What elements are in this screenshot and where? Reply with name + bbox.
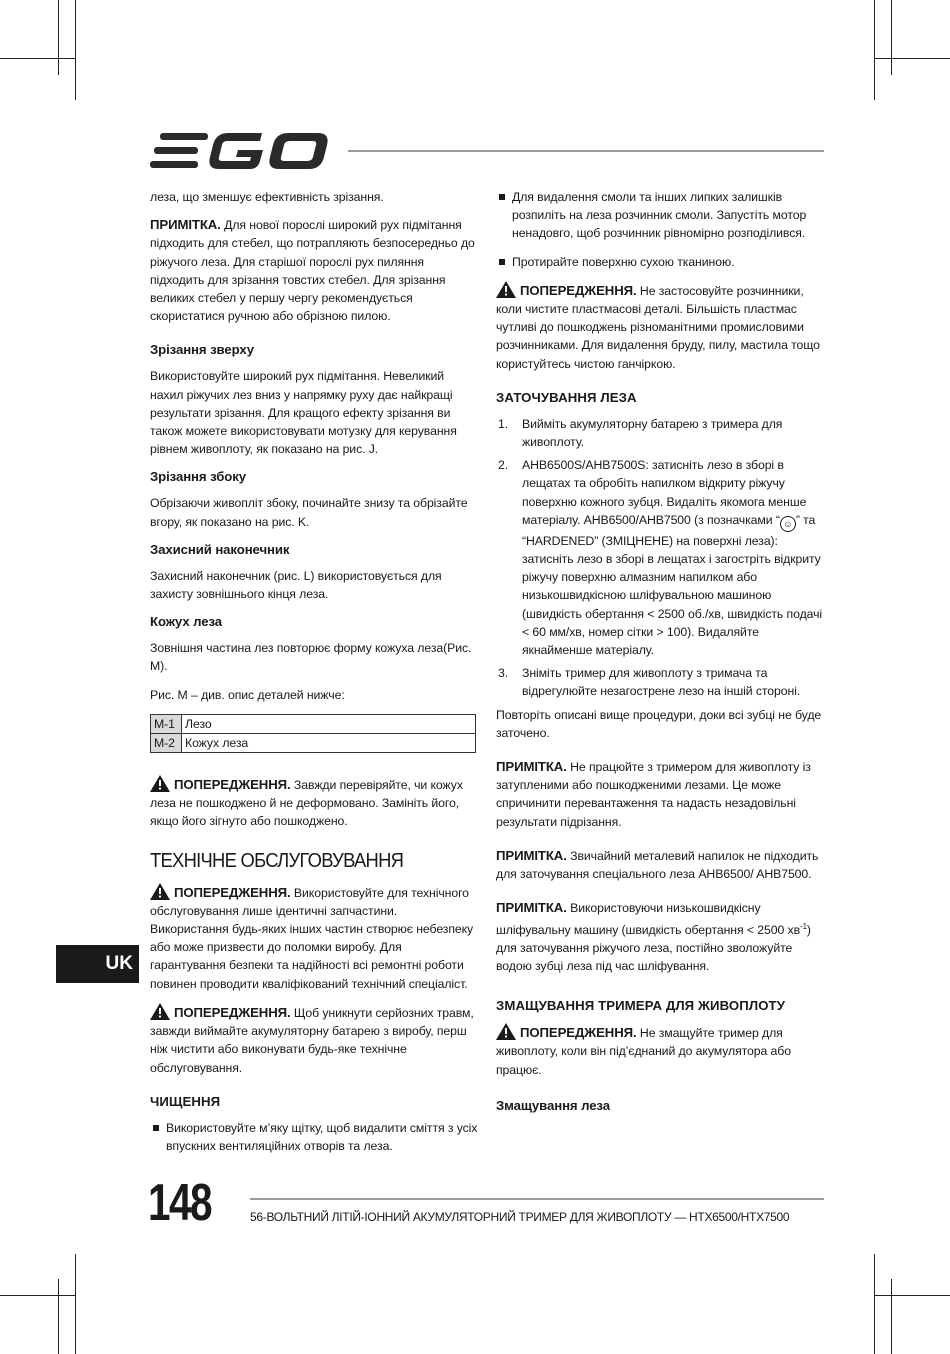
list-item: Для видалення смоли та інших липких залишків розпиліть на леза розчинник смоли. Запустіть мотор ненадовго, щоб розчинник рівномірно розподілився. [496,188,826,243]
subheading-tip-guard: Захисний наконечник [150,541,290,557]
paragraph-side-cut: Обрізаючи живопліт збоку, починайте знизу та обрізайте вгору, як показано на рис. K. [150,496,468,529]
warning-block [150,775,478,831]
subheading-blade-cover: Кожух леза [150,614,223,630]
paragraph-repeat: Повторіть описані вище процедури, доки всі зубці не буде заточено. [496,707,822,740]
hardened-symbol-icon: ☺ [780,516,796,532]
warning-block [150,883,478,993]
language-tab: UK [56,945,139,983]
footer-title: 56-ВОЛЬТНИЙ ЛІТІЙ-ІОННИЙ АКУМУЛЯТОРНИЙ ТРИМЕР ДЛЯ ЖИВОПЛОТУ — HTX6500/HTX7500 [250,1210,790,1224]
intro-text: леза, що зменшує ефективність зрізання. [150,190,384,204]
step-text: AHB6500S/AHB7500S: затисніть лезо в зборі в лещатах та обробіть напилком відкриту ріжучу поверхню кожного зубця. Видаліть якомога менше матеріалу. AHB6500/AHB7500 (з позначками “ [522,458,807,527]
subheading-top-cut: Зрізання зверху [150,342,255,358]
right-column [496,188,826,1123]
warning-icon [496,1023,516,1040]
cleaning-list-continued [496,188,826,271]
subheading-sharpening: ЗАТОЧУВАННЯ ЛЕЗА [496,389,637,405]
part-name: Кожух леза [182,733,476,752]
warning-label: ПОПЕРЕДЖЕННЯ. [174,884,291,900]
note-block [496,899,826,975]
subheading-lubrication: ЗМАЩУВАННЯ ТРИМЕРА ДЛЯ ЖИВОПЛОТУ [496,998,786,1014]
header-rule [348,150,824,152]
note-text: ) для заточування ріжучого леза, постійно зволожуйте водою зубці леза під час шліфування. [496,922,811,973]
sharpening-steps [496,415,826,701]
warning-icon [150,775,170,792]
paragraph-blade-cover: Зовнішня частина лез повторює форму кожуха леза(Рис. M). [150,641,472,674]
note-label: ПРИМІТКА. [150,217,221,233]
note-block [496,847,826,883]
parts-table [150,714,476,753]
note-label: ПРИМІТКА. [496,759,567,775]
list-item [496,664,826,700]
list-item: Використовуйте м’яку щітку, щоб видалити сміття з усіх впускних вентиляційних отворів та леза. [150,1119,478,1155]
warning-label: ПОПЕРЕДЖЕННЯ. [174,1004,291,1020]
list-item [496,456,826,659]
subheading-cleaning: ЧИЩЕННЯ [150,1093,221,1109]
step-number: 1. [498,416,509,431]
step-text: Вийміть акумуляторну батарею з тримера для живоплоту. [522,416,783,450]
superscript: -1 [800,921,807,931]
warning-label: ПОПЕРЕДЖЕННЯ. [174,776,291,792]
note-label: ПРИМІТКА. [496,847,567,863]
figure-reference: Рис. M – див. опис деталей нижче: [150,687,345,702]
warning-text: Використовуйте для технічного обслуговування лише ідентичні запчастини. Використання будь-яких інших частин створює небезпеку або може призвести до поломки виробу. Для гарантування безпеки та надійності всі ремонтні роботи повинен проводити кваліфікований технічний спеціаліст. [150,885,474,991]
step-number: 2. [498,458,509,473]
note-text: Для нової порослі широкий рух підмітання підходить для стебел, що потрапляють безпосередньо до ріжучого леза. Для старішої порослі рух пиляння підходить для зрізання товстих стебел. Для зрізання великих стебел у першу чергу рекомендується скористатися ручною або обрізною пилою. [150,218,475,324]
note-block [150,216,478,325]
warning-block [150,1003,478,1077]
list-item [496,415,826,451]
step-text: ” та “HARDENED” (ЗМІЦНЕНЕ) на поверхні леза): затисніть лезо в зборі в лещатах і загостріть відкриту ріжучу поверхню алмазним напилком або низькошвидкісною шліфувальною машиною (швидкість обертання < 2500 об./хв, швидкість подачі < 60 мм/хв, номер сітки > 100). Видаляйте якнайменше матеріалу. [522,512,823,658]
warning-icon [150,1003,170,1020]
warning-text: Не застосовуйте розчинники, коли чистите пластмасові деталі. Більшість пластмас чутливі до пошкоджень різноманітними промисловими розчинниками. Для видалення бруду, пилу, мастила тощо користуйтесь чистою ганчіркою. [496,283,820,371]
paragraph-tip-guard: Захисний наконечник (рис. L) використовується для захисту зовнішнього кінця леза. [150,568,442,602]
warning-icon [150,883,170,900]
note-text: Звичайний металевий напилок не підходить для заточування спеціального леза AHB6500/ AHB7500. [496,848,819,882]
note-block [496,758,826,831]
section-heading-maintenance: ТЕХНІЧНЕ ОБСЛУГОВУВАННЯ [150,850,404,873]
subheading-blade-lubrication: Змащування леза [496,1097,610,1113]
left-column [150,188,478,1165]
paragraph-top-cut: Використовуйте широкий рух підмітання. Невеликий нахил ріжучих лез вниз у напрямку руху дає найкращі результати зрізання. Для кращого ефекту зрізання ви також можете використовувати мотузку для керування рівнем живоплоту, як показано на рис. J. [150,369,457,457]
ego-logo [150,131,330,171]
warning-label: ПОПЕРЕДЖЕННЯ. [520,282,637,298]
part-name: Лезо [182,714,476,733]
note-label: ПРИМІТКА. [496,900,567,916]
step-number: 3. [498,666,509,681]
warning-text: Не змащуйте тример для живоплоту, коли він під’єднаний до акумулятора або працює. [496,1026,791,1077]
page-number: 148 [148,1174,211,1232]
footer-rule [250,1198,824,1200]
note-text: Використовуючи низькошвидкісну шліфувальну машину (швидкість обертання < 2500 хв [496,901,800,937]
part-code: M-2 [151,733,182,752]
table-row [151,733,476,752]
warning-block [496,1023,826,1079]
list-item: Протирайте поверхню сухою тканиною. [496,253,826,271]
step-text: Зніміть тример для живоплоту з тримача та відрегулюйте незагострене лезо на іншій стороні. [522,666,801,699]
table-row [151,714,476,733]
warning-text: Завжди перевіряйте, чи кожух леза не пошкоджено й не деформовано. Замініть його, якщо його зігнуто або пошкоджено. [150,777,463,829]
note-text: Не працюйте з тримером для живоплоту із затупленими або пошкодженими лезами. Це може спричинити перевантаження та надасть незадовільні результати підрізання. [496,760,811,829]
warning-icon [496,281,516,298]
warning-label: ПОПЕРЕДЖЕННЯ. [520,1025,637,1041]
warning-block [496,281,826,373]
warning-text: Щоб уникнути серйозних травм, завжди виймайте акумуляторну батарею з виробу, перш ніж чистити або виконувати будь-яке технічне обслуговування. [150,1005,474,1075]
cleaning-list [150,1119,478,1155]
part-code: M-1 [151,714,182,733]
subheading-side-cut: Зрізання збоку [150,469,246,485]
